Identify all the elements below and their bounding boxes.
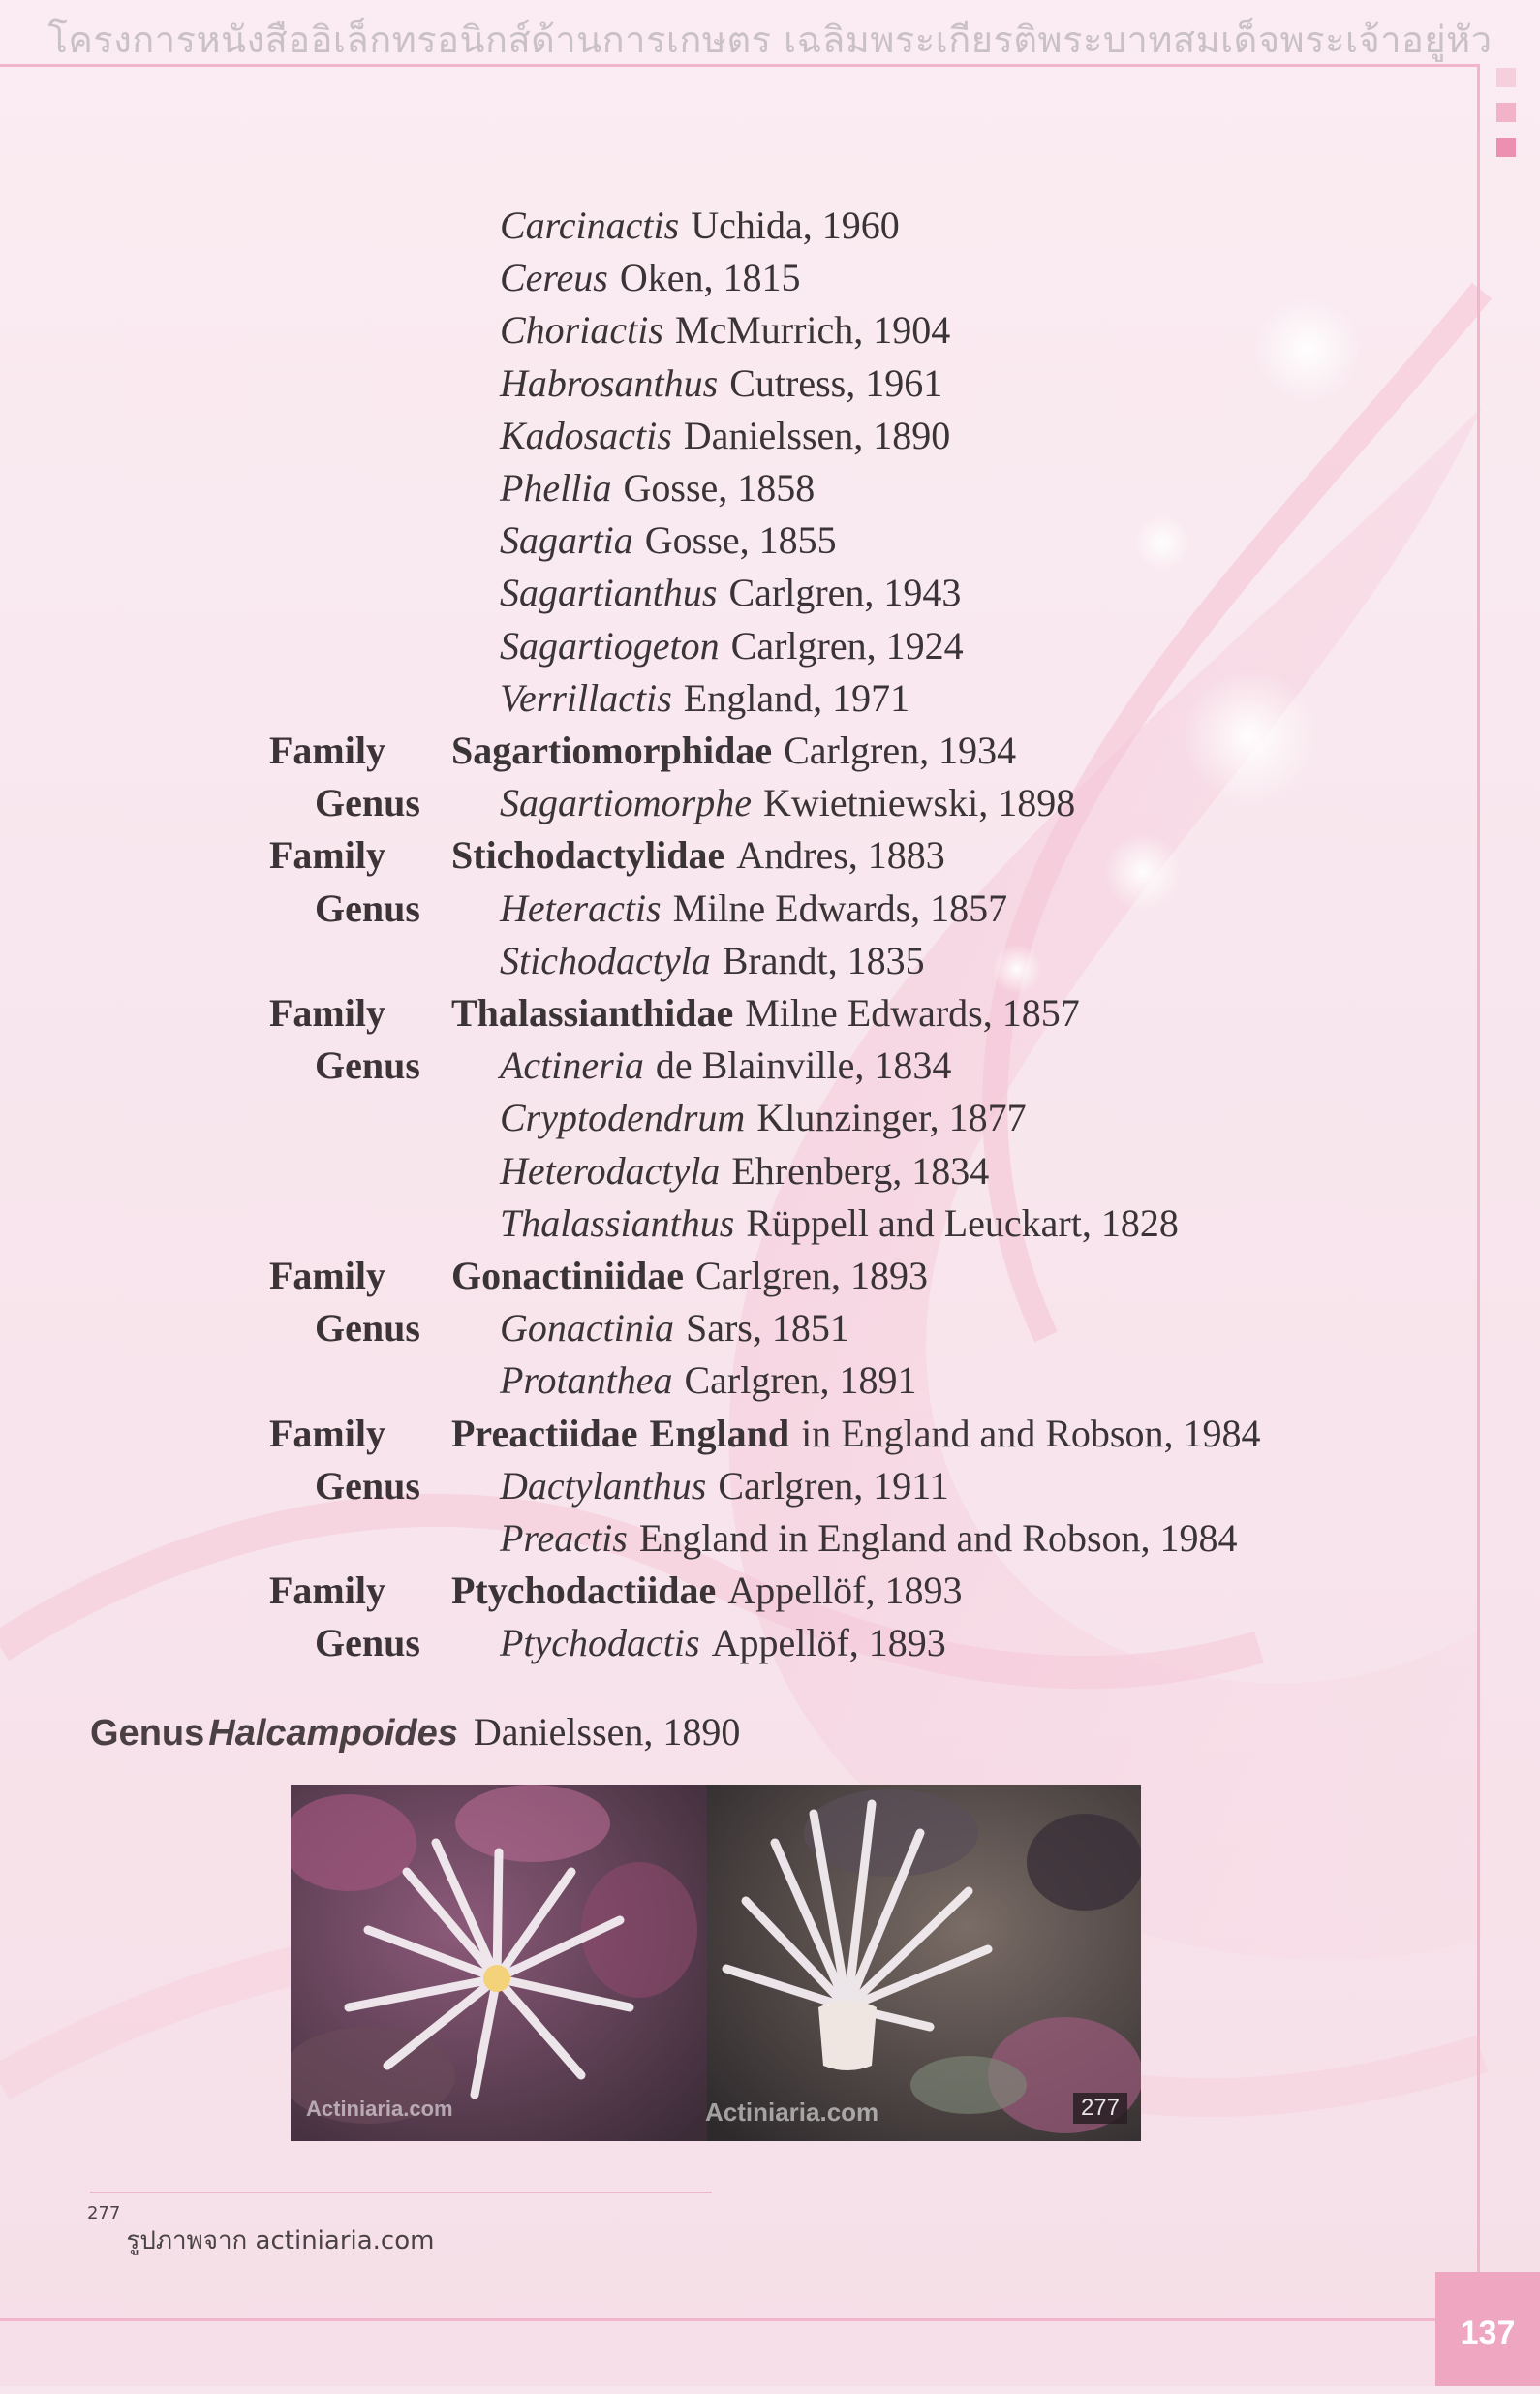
genus-name-entry (500, 514, 837, 567)
genus-name-entry (500, 1145, 989, 1197)
taxon-name: Carcinactis (500, 203, 680, 247)
square-marker-1 (1496, 68, 1516, 87)
genus-label: Genus (315, 1621, 420, 1664)
taxon-author: Milne Edwards, 1857 (745, 991, 1080, 1035)
taxon-name: Kadosactis (500, 414, 672, 457)
photo-watermark-right: Actiniaria.com (705, 2098, 879, 2127)
family-label: Family (269, 729, 385, 772)
taxon-name: Sagartiogeton (500, 624, 720, 668)
genus-label: Genus (315, 886, 420, 930)
taxon-name: Gonactiniidae (451, 1254, 685, 1297)
genus-name-entry (500, 358, 942, 410)
genus-name-entry (500, 252, 800, 304)
taxon-name: Ptychodactiidae (451, 1569, 717, 1612)
taxon-author: Rüppell and Leuckart, 1828 (746, 1201, 1179, 1245)
taxon-author: Oken, 1815 (619, 256, 801, 299)
taxon-name: Cryptodendrum (500, 1096, 746, 1139)
family-name-entry (451, 829, 945, 882)
taxon-author: Kwietniewski, 1898 (763, 781, 1076, 824)
genus-name-entry (500, 672, 909, 725)
genus-name-entry (500, 620, 964, 672)
family-name-entry (451, 1565, 963, 1617)
family-label: Family (269, 991, 385, 1035)
anemone-photo-illustration (291, 1785, 1141, 2141)
section-heading-rank: Genus (90, 1713, 205, 1754)
genus-name-entry (500, 1512, 1238, 1565)
square-marker-2 (1496, 103, 1516, 122)
taxon-name: Preactiidae (451, 1412, 638, 1455)
genus-name-entry (500, 200, 900, 252)
genus-label: Genus (315, 1043, 420, 1087)
section-heading-taxon: Halcampoides (208, 1713, 458, 1754)
taxon-author: Gosse, 1855 (644, 518, 837, 562)
taxon-name: Verrillactis (500, 676, 672, 720)
genus-name-entry (500, 304, 950, 357)
footnote (87, 2199, 435, 2255)
taxon-author: Brandt, 1835 (722, 939, 925, 982)
footnote-divider (90, 2192, 712, 2193)
taxon-name: Stichodactyla (500, 939, 711, 982)
family-label: Family (269, 1254, 385, 1297)
taxon-name: Gonactinia (500, 1306, 674, 1350)
genus-label: Genus (315, 1464, 420, 1508)
family-label: Family (269, 1569, 385, 1612)
taxon-author: Carlgren, 1924 (730, 624, 964, 668)
taxon-author: Carlgren, 1893 (695, 1254, 928, 1297)
genus-name-entry (500, 1092, 1027, 1144)
taxon-author: McMurrich, 1904 (674, 308, 951, 352)
taxon-name: Heteractis (500, 886, 662, 930)
taxon-author: Uchida, 1960 (691, 203, 900, 247)
genus-name-entry (500, 567, 961, 619)
taxon-author: Milne Edwards, 1857 (672, 886, 1008, 930)
taxon-author: Carlgren, 1891 (684, 1358, 917, 1402)
taxon-author: Andres, 1883 (736, 833, 945, 877)
taxon-author: Gosse, 1858 (623, 466, 816, 510)
genus-name-entry (500, 883, 1007, 935)
genus-name-entry (500, 777, 1075, 829)
taxon-name: Dactylanthus (500, 1464, 707, 1508)
section-heading (90, 1705, 740, 1759)
taxon-author: Sars, 1851 (685, 1306, 849, 1350)
taxon-name: Sagartia (500, 518, 633, 562)
genus-label: Genus (315, 781, 420, 824)
taxon-author: England, 1971 (683, 676, 910, 720)
genus-label: Genus (315, 1306, 420, 1350)
family-name-entry (451, 1408, 1260, 1460)
page-number: 137 (1435, 2272, 1540, 2386)
taxon-name: Choriactis (500, 308, 663, 352)
taxon-name: Sagartiomorphidae (451, 729, 773, 772)
genus-name-entry (500, 1197, 1179, 1250)
genus-name-entry (500, 1040, 951, 1092)
header-banner: โครงการหนังสืออิเล็กทรอนิกส์ด้านการเกษตร เฉลิมพระเกียรติพระบาทสมเด็จพระเจ้าอยู่หัว (47, 18, 1493, 61)
taxon-author: Carlgren, 1934 (784, 729, 1017, 772)
footnote-number: 277 (87, 2203, 121, 2223)
section-heading-author: Danielssen, 1890 (473, 1710, 741, 1754)
genus-name-entry (500, 410, 950, 462)
genus-name-entry (500, 935, 925, 987)
taxon-author: Appellöf, 1893 (711, 1621, 946, 1664)
taxon-name: Preactis (500, 1516, 628, 1560)
taxon-author: Carlgren, 1943 (728, 571, 962, 614)
taxon-name: Protanthea (500, 1358, 673, 1402)
family-name-entry (451, 1250, 928, 1302)
side-square-markers (1496, 68, 1520, 172)
taxon-author-bold: England (649, 1412, 790, 1455)
taxon-name: Ptychodactis (500, 1621, 700, 1664)
taxon-name: Sagartiomorphe (500, 781, 752, 824)
taxon-name: Actineria (500, 1043, 644, 1087)
taxon-author: Appellöf, 1893 (727, 1569, 963, 1612)
photo-watermark-left: Actiniaria.com (306, 2097, 453, 2121)
family-name-entry (451, 725, 1016, 777)
genus-name-entry (500, 1460, 949, 1512)
genus-name-entry (500, 1617, 946, 1669)
family-label: Family (269, 1412, 385, 1455)
taxon-author: Danielssen, 1890 (683, 414, 951, 457)
genus-name-entry (500, 1302, 849, 1354)
photo-reference-number: 277 (1073, 2093, 1127, 2124)
taxon-author: Klunzinger, 1877 (756, 1096, 1027, 1139)
taxon-name: Stichodactylidae (451, 833, 725, 877)
taxon-author: in England and Robson, 1984 (801, 1412, 1261, 1455)
taxon-name: Sagartianthus (500, 571, 718, 614)
taxon-name: Thalassianthus (500, 1201, 735, 1245)
halcampoides-photo (291, 1785, 1141, 2141)
genus-name-entry (500, 1354, 916, 1407)
taxon-name: Cereus (500, 256, 608, 299)
family-name-entry (451, 987, 1080, 1040)
taxon-author: de Blainville, 1834 (655, 1043, 952, 1087)
taxon-author: Carlgren, 1911 (718, 1464, 949, 1508)
taxon-name: Phellia (500, 466, 612, 510)
family-label: Family (269, 833, 385, 877)
taxon-name: Habrosanthus (500, 361, 719, 405)
taxon-author: England in England and Robson, 1984 (638, 1516, 1238, 1560)
taxon-name: Thalassianthidae (451, 991, 734, 1035)
taxon-author: Ehrenberg, 1834 (731, 1149, 990, 1193)
taxon-author: Cutress, 1961 (729, 361, 943, 405)
square-marker-3 (1496, 138, 1516, 157)
genus-name-entry (500, 462, 815, 514)
footnote-text: รูปภาพจาก actiniaria.com (126, 2226, 435, 2255)
taxon-name: Heterodactyla (500, 1149, 721, 1193)
